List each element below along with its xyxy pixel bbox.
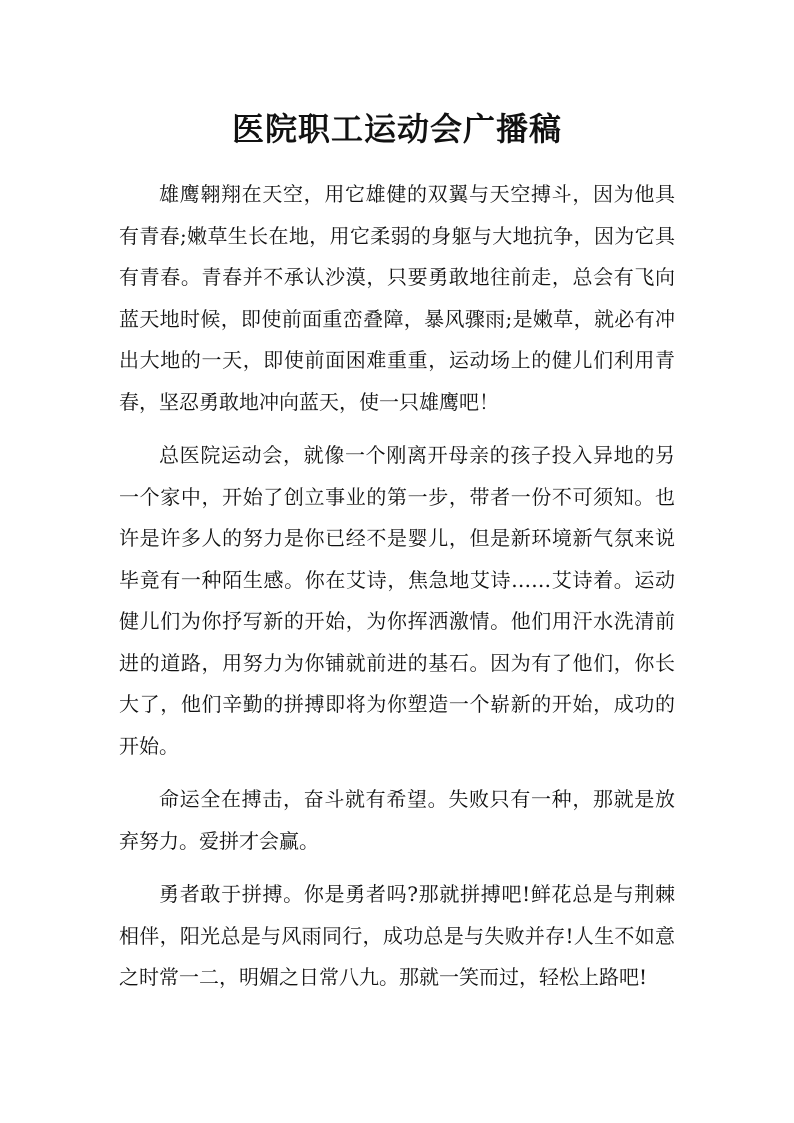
document-body <box>119 174 675 1011</box>
paragraph-fate-struggle: 命运全在搏击，奋斗就有希望。失败只有一种，那就是放弃努力。爱拼才会赢。 <box>119 787 675 853</box>
paragraph-eagle-youth: 雄鹰翱翔在天空，用它雄健的双翼与天空搏斗，因为他具有青春;嫩草生长在地，用它柔弱的身躯与大地抗争，因为它具有青春。青春并不承认沙漠，只要勇敢地往前走，总会有飞向蓝天地时候，即使前面重峦叠障，暴风骤雨;是嫩草，就必有冲出大地的一天，即使前面困难重重，运动场上的健儿们利用青春，坚忍勇敢地冲向蓝天，使一只雄鹰吧！ <box>119 182 675 414</box>
paragraph-hospital-sports-meet: 总医院运动会，就像一个刚离开母亲的孩子投入异地的另一个家中，开始了创立事业的第一步，带者一份不可须知。也许是许多人的努力是你已经不是婴儿，但是新环境新气氛来说毕竟有一种陌生感。你在艾诗，焦急地艾诗……艾诗着。运动健儿们为你抒写新的开始，为你挥洒激情。他们用汗水洗清前进的道路，用努力为你铺就前进的基石。因为有了他们，你长大了，他们辛勤的拼搏即将为你塑造一个崭新的开始，成功的开始。 <box>119 443 675 758</box>
document-title: 医院职工运动会广播稿 <box>231 110 562 148</box>
paragraph-brave-fight: 勇者敢于拼搏。你是勇者吗?那就拼搏吧!鲜花总是与荆棘相伴，阳光总是与风雨同行，成功总是与失败并存!人生不如意之时常一二，明媚之日常八九。那就一笑而过，轻松上路吧! <box>119 882 675 989</box>
